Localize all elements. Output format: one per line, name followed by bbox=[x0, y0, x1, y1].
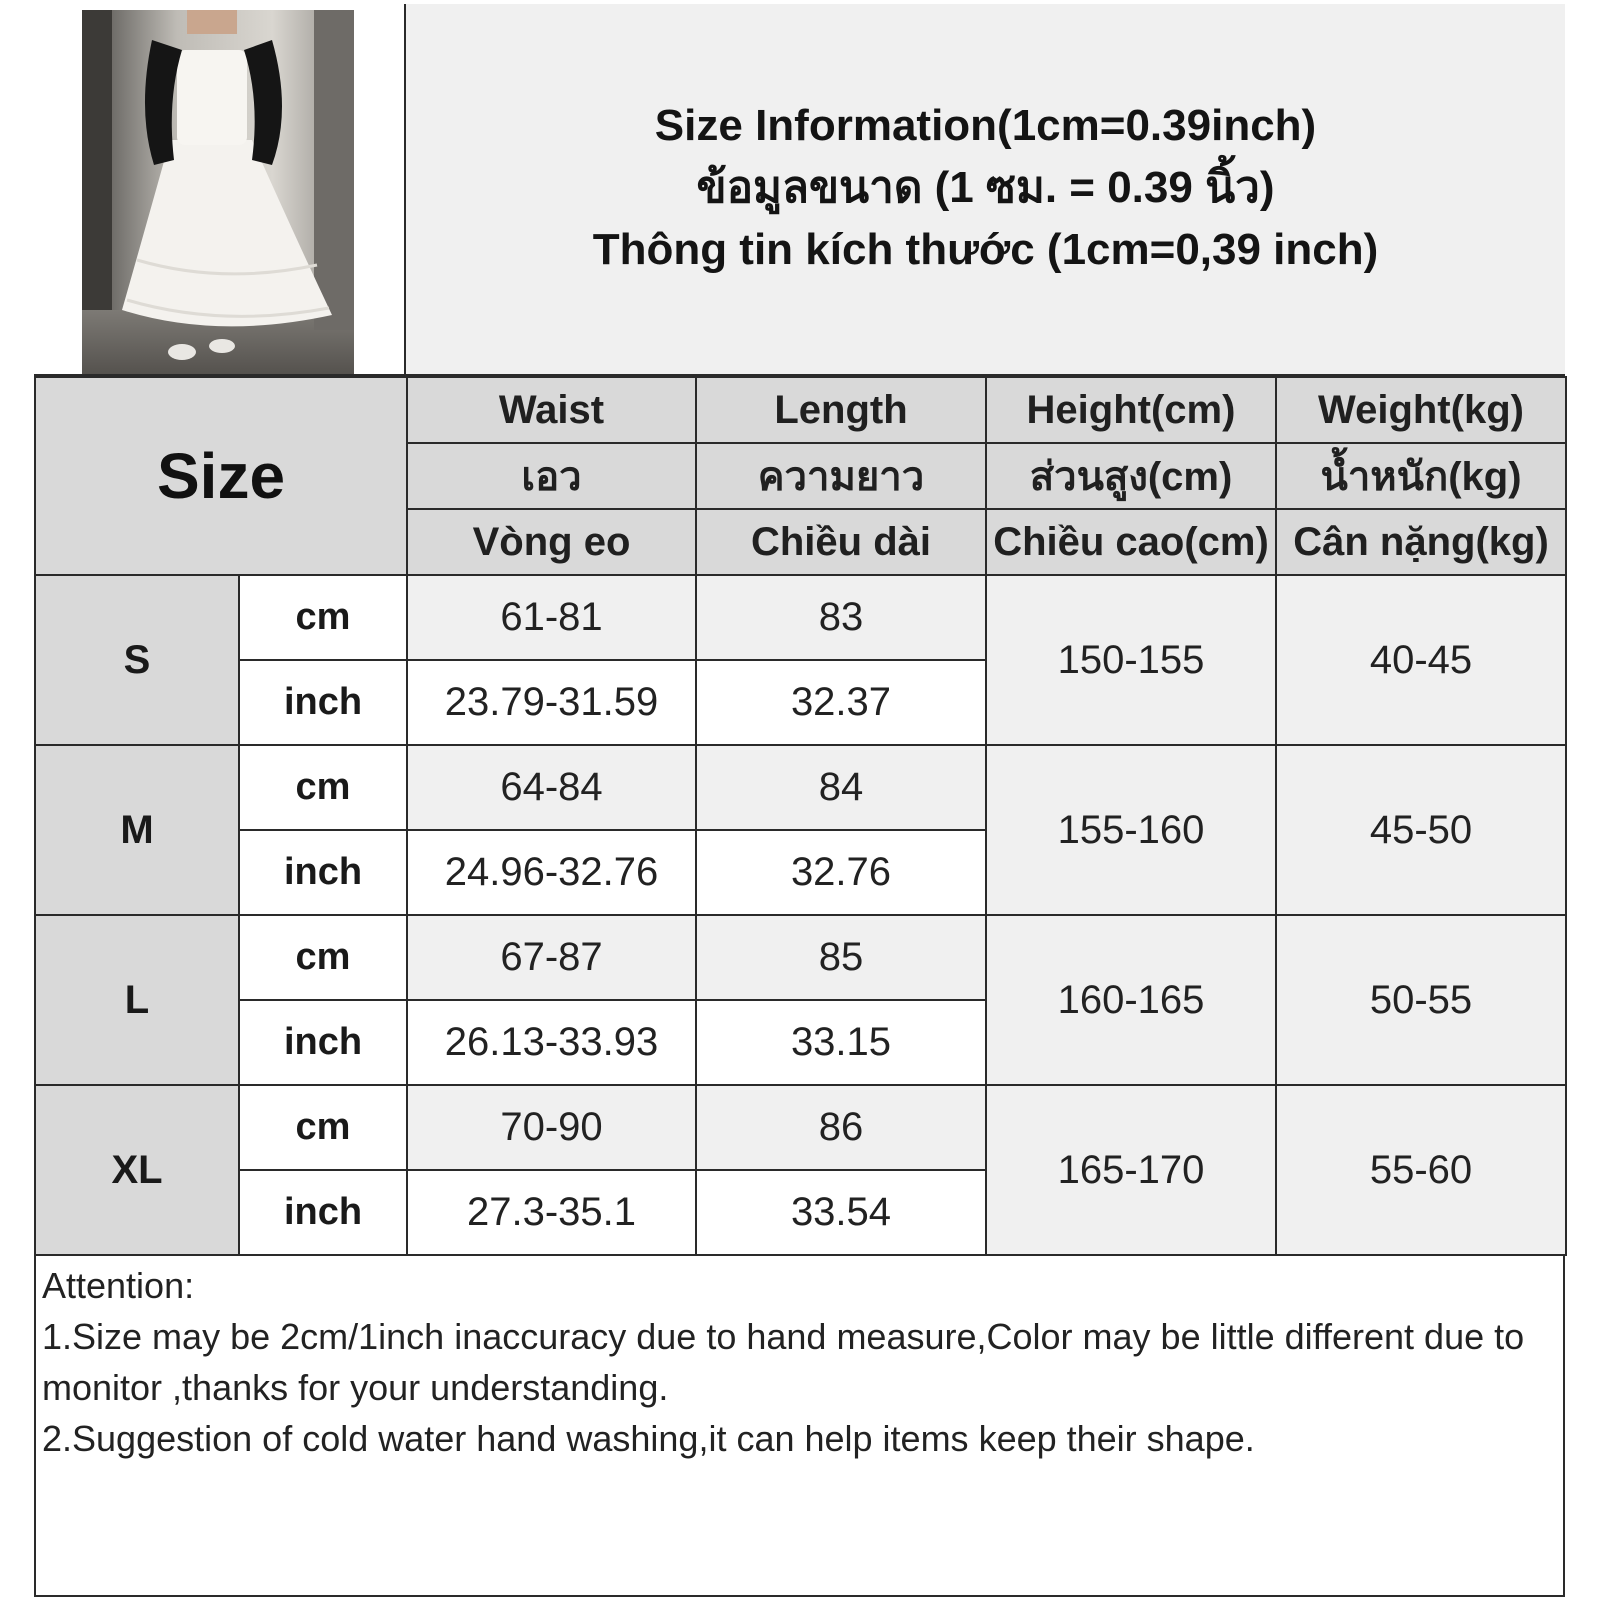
table-row bbox=[35, 915, 1566, 1000]
header-length-th: ความยาว bbox=[696, 443, 986, 509]
product-photo-cell bbox=[34, 4, 406, 376]
waist-inch: 26.13-33.93 bbox=[407, 1000, 696, 1085]
length-inch: 32.76 bbox=[696, 830, 986, 915]
size-cell: M bbox=[35, 745, 239, 915]
unit-cm: cm bbox=[239, 1085, 407, 1170]
model-wearing-white-dress-image bbox=[82, 10, 354, 374]
attention-note-2: 2.Suggestion of cold water hand washing,it can help items keep their shape. bbox=[42, 1418, 1255, 1459]
product-photo bbox=[82, 10, 354, 374]
unit-inch: inch bbox=[239, 1170, 407, 1255]
header-height-th: ส่วนสูง(cm) bbox=[986, 443, 1276, 509]
size-cell: XL bbox=[35, 1085, 239, 1255]
weight-range: 45-50 bbox=[1276, 745, 1566, 915]
unit-inch: inch bbox=[239, 830, 407, 915]
length-cm: 83 bbox=[696, 575, 986, 660]
header-length-en: Length bbox=[696, 377, 986, 443]
header-waist-en: Waist bbox=[407, 377, 696, 443]
waist-cm: 64-84 bbox=[407, 745, 696, 830]
waist-inch: 27.3-35.1 bbox=[407, 1170, 696, 1255]
table-row bbox=[35, 1085, 1566, 1170]
unit-cm: cm bbox=[239, 915, 407, 1000]
unit-inch: inch bbox=[239, 660, 407, 745]
waist-cm: 70-90 bbox=[407, 1085, 696, 1170]
waist-cm: 61-81 bbox=[407, 575, 696, 660]
title-thai: ข้อมูลขนาด (1 ซม. = 0.39 นิ้ว) bbox=[696, 163, 1275, 212]
unit-inch: inch bbox=[239, 1000, 407, 1085]
weight-range: 55-60 bbox=[1276, 1085, 1566, 1255]
header-waist-vi: Vòng eo bbox=[407, 509, 696, 575]
size-header: Size bbox=[35, 377, 407, 575]
unit-cm: cm bbox=[239, 575, 407, 660]
title-vietnamese: Thông tin kích thước (1cm=0,39 inch) bbox=[592, 225, 1379, 274]
height-range: 165-170 bbox=[986, 1085, 1276, 1255]
length-inch: 33.15 bbox=[696, 1000, 986, 1085]
title-english: Size Information(1cm=0.39inch) bbox=[654, 101, 1317, 150]
header-length-vi: Chiều dài bbox=[696, 509, 986, 575]
header-weight-th: น้ำหนัก(kg) bbox=[1276, 443, 1566, 509]
unit-cm: cm bbox=[239, 745, 407, 830]
length-cm: 84 bbox=[696, 745, 986, 830]
waist-inch: 24.96-32.76 bbox=[407, 830, 696, 915]
height-range: 155-160 bbox=[986, 745, 1276, 915]
length-cm: 85 bbox=[696, 915, 986, 1000]
length-inch: 33.54 bbox=[696, 1170, 986, 1255]
header-height-vi: Chiều cao(cm) bbox=[986, 509, 1276, 575]
length-inch: 32.37 bbox=[696, 660, 986, 745]
table-row bbox=[35, 745, 1566, 830]
height-range: 150-155 bbox=[986, 575, 1276, 745]
weight-range: 40-45 bbox=[1276, 575, 1566, 745]
length-cm: 86 bbox=[696, 1085, 986, 1170]
attention-heading: Attention: bbox=[42, 1265, 195, 1306]
header-weight-en: Weight(kg) bbox=[1276, 377, 1566, 443]
table-row bbox=[35, 575, 1566, 660]
waist-inch: 23.79-31.59 bbox=[407, 660, 696, 745]
weight-range: 50-55 bbox=[1276, 915, 1566, 1085]
attention-notes bbox=[42, 1260, 1557, 1464]
attention-note-1: 1.Size may be 2cm/1inch inaccuracy due to hand measure,Color may be little different due to monitor ,thanks for your understanding. bbox=[42, 1316, 1525, 1408]
header-height-en: Height(cm) bbox=[986, 377, 1276, 443]
size-cell: S bbox=[35, 575, 239, 745]
size-table bbox=[34, 376, 1567, 1256]
size-information-title bbox=[406, 4, 1565, 376]
height-range: 160-165 bbox=[986, 915, 1276, 1085]
header-waist-th: เอว bbox=[407, 443, 696, 509]
size-cell: L bbox=[35, 915, 239, 1085]
header-weight-vi: Cân nặng(kg) bbox=[1276, 509, 1566, 575]
waist-cm: 67-87 bbox=[407, 915, 696, 1000]
